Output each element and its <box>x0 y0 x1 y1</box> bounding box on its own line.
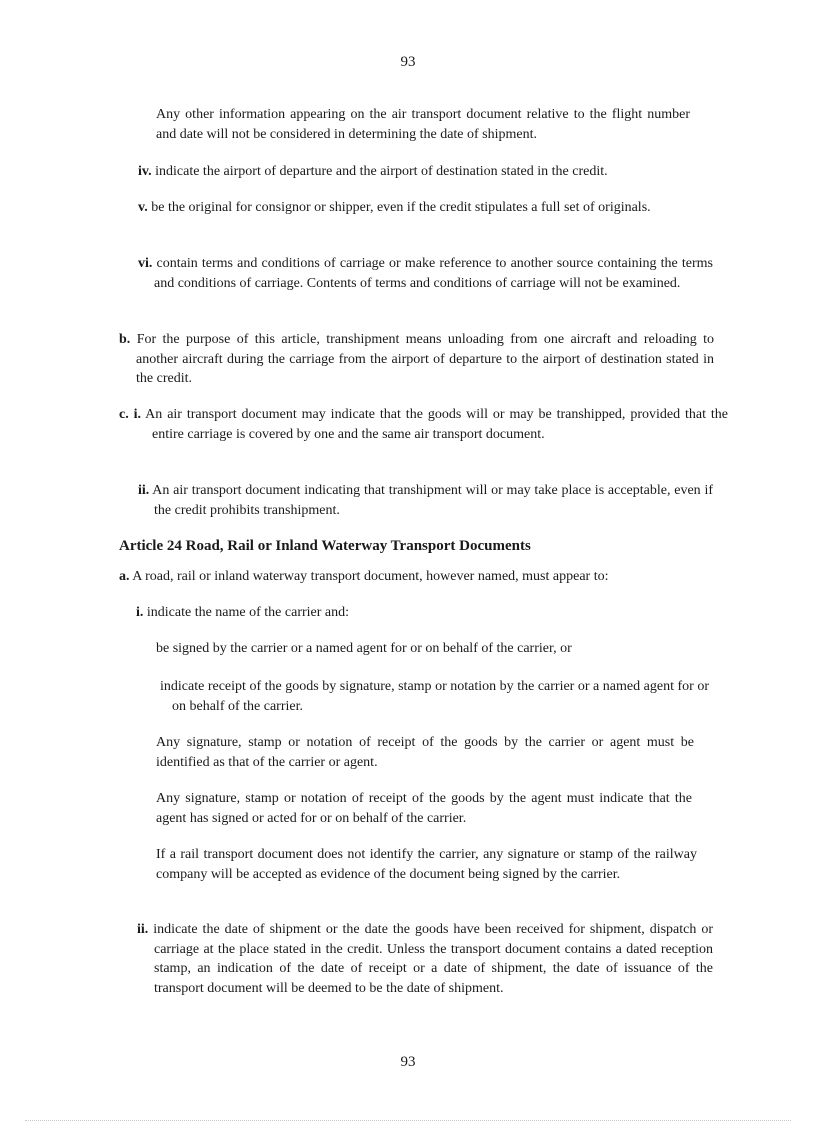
item-vi-text: contain terms and conditions of carriage or make reference to another source containing the terms and conditions of carriage. Contents of terms and conditions of carriage will not be examined. <box>154 256 713 291</box>
article-24-item-ii <box>137 920 713 998</box>
article-24-i-sub-5-text: If a rail transport document does not identify the carrier, any signature or stamp of the railway company will be accepted as evidence of the document being signed by the carrier. <box>156 847 697 882</box>
page-number-bottom: 93 <box>400 1054 416 1070</box>
item-c-i-label: i. <box>133 407 142 422</box>
item-v-text: be the original for consignor or shipper, even if the credit stipulates a full set of originals. <box>151 200 651 215</box>
item-iv-label: iv. <box>138 164 152 179</box>
article-24-heading: Article 24 Road, Rail or Inland Waterway Transport Documents <box>119 538 531 554</box>
item-c-ii-label: ii. <box>138 483 150 498</box>
item-vi <box>138 254 713 293</box>
item-b <box>119 330 714 389</box>
article-24-i-sub-4 <box>156 789 692 828</box>
article-24-item-a <box>119 567 699 587</box>
article-24-i-sub-3-text: Any signature, stamp or notation of receipt of the goods by the carrier or agent must be identified as that of the carrier or agent. <box>156 735 694 770</box>
item-b-label: b. <box>119 332 131 347</box>
top-note <box>156 105 690 144</box>
item-iv-text: indicate the airport of departure and the airport of destination stated in the credit. <box>155 164 608 179</box>
article-24-item-a-label: a. <box>119 569 130 584</box>
item-c-ii-text: An air transport document indicating that transhipment will or may take place is acceptable, even if the credit prohibits transhipment. <box>152 483 713 518</box>
item-v-label: v. <box>138 200 148 215</box>
top-note-text: Any other information appearing on the air transport document relative to the flight number and date will not be considered in determining the date of shipment. <box>156 107 690 142</box>
article-24-i-sub-2 <box>160 677 709 716</box>
article-24-i-sub-1-text: be signed by the carrier or a named agent for or on behalf of the carrier, or <box>156 641 572 656</box>
article-24-i-sub-5 <box>156 845 697 884</box>
article-24-i-sub-4-text: Any signature, stamp or notation of receipt of the goods by the agent must indicate that the agent has signed or acted for or on behalf of the carrier. <box>156 791 692 826</box>
article-24-item-i-label: i. <box>136 605 144 620</box>
item-b-text: For the purpose of this article, transhipment means unloading from one aircraft and reloading to another aircraft during the carriage from the airport of departure to the airport of destination stated in the credit. <box>136 332 714 386</box>
article-24-i-sub-3 <box>156 733 694 772</box>
item-vi-label: vi. <box>138 256 153 271</box>
item-c-label: c. <box>119 407 129 422</box>
page-bottom-border <box>25 1120 791 1121</box>
article-24-item-ii-label: ii. <box>137 922 149 937</box>
article-24-i-sub-1 <box>156 639 696 659</box>
article-24-item-i <box>136 603 696 623</box>
article-24-item-i-text: indicate the name of the carrier and: <box>146 605 350 620</box>
article-24-item-a-text: A road, rail or inland waterway transport document, however named, must appear to: <box>132 569 609 584</box>
item-v <box>138 198 713 218</box>
item-c-ii <box>138 481 713 520</box>
item-c-i-text: An air transport document may indicate that the goods will or may be transhipped, provided that the entire carriage is covered by one and the same air transport document. <box>145 407 729 442</box>
article-24-item-ii-text: indicate the date of shipment or the date the goods have been received for shipment, dispatch or carriage at the place stated in the credit. Unless the transport document contains a dated reception stamp, an indication of the date of receipt or a date of shipment, the date of issuance of the transport document will be deemed to be the date of shipment. <box>153 922 713 996</box>
item-c-i <box>119 405 728 444</box>
page-number-top: 93 <box>400 54 416 70</box>
item-iv <box>138 162 698 182</box>
article-24-i-sub-2-text: indicate receipt of the goods by signature, stamp or notation by the carrier or a named agent for or on behalf of the carrier. <box>160 679 709 714</box>
